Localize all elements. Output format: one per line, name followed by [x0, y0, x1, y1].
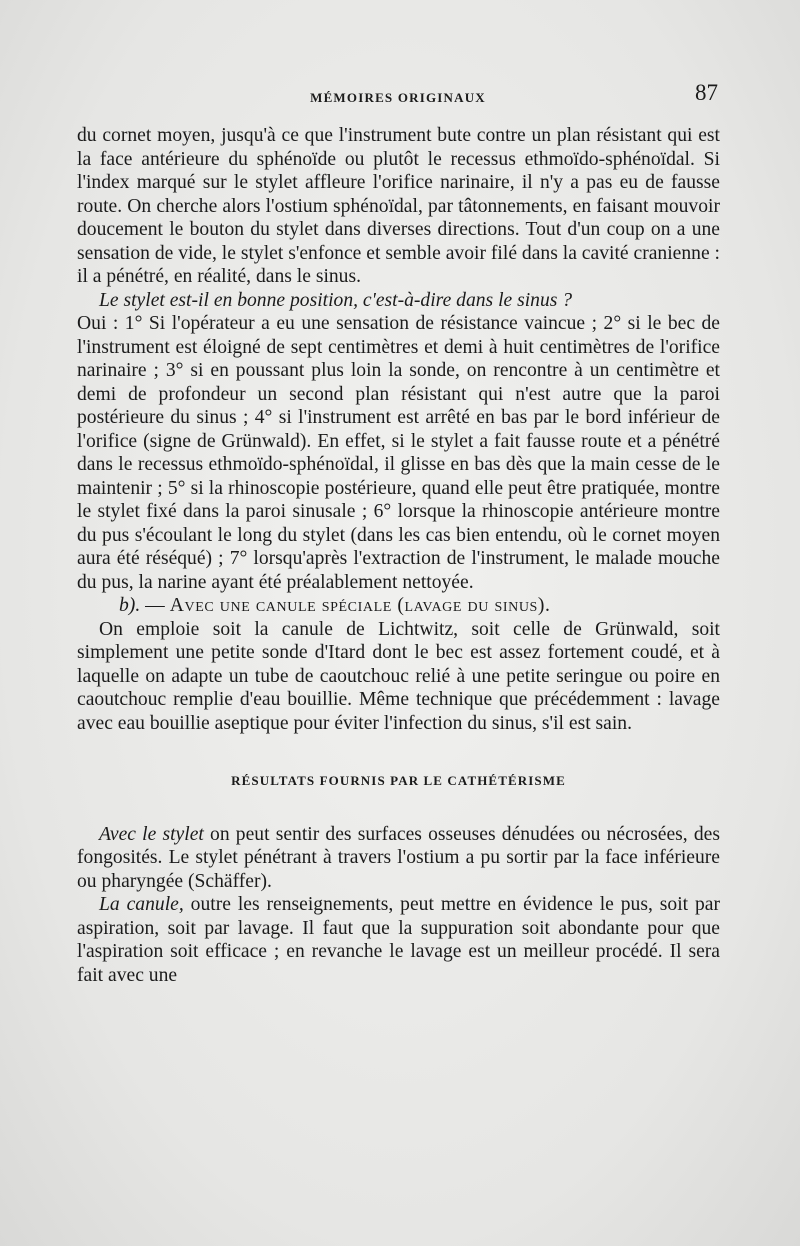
- page-number: 87: [695, 80, 718, 105]
- paragraph-results-stylet-text: on peut sentir des surfaces osseuses dénudées ou nécrosées, des fongosités. Le stylet pénétrant à travers l'ostium a pu sortir par la face inférieure ou pharyngée (Schäffer).: [77, 823, 720, 892]
- italic-lead-stylet: Avec le stylet: [99, 823, 204, 845]
- page-header: [78, 80, 718, 116]
- paragraph-stylet-position-text: Oui : 1° Si l'opérateur a eu une sensation de résistance vaincue ; 2° si le bec de l'instrument est éloigné de sept centimètres et demi à huit centimètres de l'orifice narinaire ; 3° si en poussant plus loin la sonde, on rencontre à un centimètre et demi de profondeur un second plan résistant qui n'est autre que la paroi postérieure du sinus ; 4° si l'instrument est arrêté en bas par le bord inférieur de l'orifice (signe de Grünwald). En effet, si le stylet a fait fausse route et a pénétré dans le recessus ethmoïdo-sphénoïdal, il glisse en bas dès que la main cesse de le maintenir ; 5° si la rhinoscopie postérieure, quand elle peut être pratiquée, montre le stylet fixé dans la paroi sinusale ; 6° lorsque la rhinoscopie antérieure montre du pus s'écoulant le long du stylet (dans les cas bien entendu, où le cornet moyen aura été réséqué) ; 7° lorsqu'après l'extraction de l'instrument, le malade mouche du pus, la narine ayant été préalablement nettoyée.: [77, 313, 720, 593]
- paragraph-continuation: du cornet moyen, jusqu'à ce que l'instrument bute contre un plan résistant qui est la face antérieure du sphénoïde ou plutôt le recessus ethmoïdo-sphénoïdal. Si l'index marqué sur le stylet affleure l'orifice narinaire, il n'y a pas eu de fausse route. On cherche alors l'ostium sphénoïdal, par tâtonnements, en faisant mouvoir doucement le bouton du stylet dans diverses directions. Tout d'un coup on a une sensation de vide, le stylet s'enfonce et semble avoir filé dans la cavité cranienne : il a pénétré, en réalité, dans le sinus.: [77, 125, 720, 287]
- section-heading: RÉSULTATS FOURNIS PAR LE CATHÉTÉRISME: [231, 773, 566, 788]
- body-text: [77, 124, 720, 987]
- paragraph-results-canule-text: outre les renseignements, peut mettre en évidence le pus, soit par aspiration, soit par lavage. Il faut que la suppuration soit abondante pour que l'aspiration soit efficace ; en revanche le lavage est un meilleur procédé. Il sera fait avec une: [77, 894, 721, 986]
- italic-question: Le stylet est-il en bonne position, c'est-à-dire dans le sinus ?: [99, 289, 573, 311]
- running-title: MÉMOIRES ORIGINAUX: [310, 90, 486, 105]
- paragraph-stylet-position: [77, 289, 720, 595]
- paragraph-canule: On emploie soit la canule de Lichtwitz, soit celle de Grünwald, soit simplement une petite sonde d'Itard dont le bec est assez fortement coudé, et à laquelle on adapte un tube de caoutchouc relié à une petite seringue ou poire en caoutchouc remplie d'eau bouillie. Même technique que précédemment : lavage avec eau bouillie aseptique pour éviter l'infection du sinus, s'il est sain.: [77, 618, 720, 734]
- paragraph-results-canule: [77, 893, 720, 987]
- subsection-b-title: — Avec une canule spéciale (lavage du sinus).: [145, 595, 551, 616]
- paragraph-results-stylet: [77, 823, 720, 894]
- subsection-b-heading: [77, 594, 720, 618]
- italic-lead-canule: La canule,: [99, 894, 184, 915]
- subsection-b-marker: b).: [119, 595, 141, 616]
